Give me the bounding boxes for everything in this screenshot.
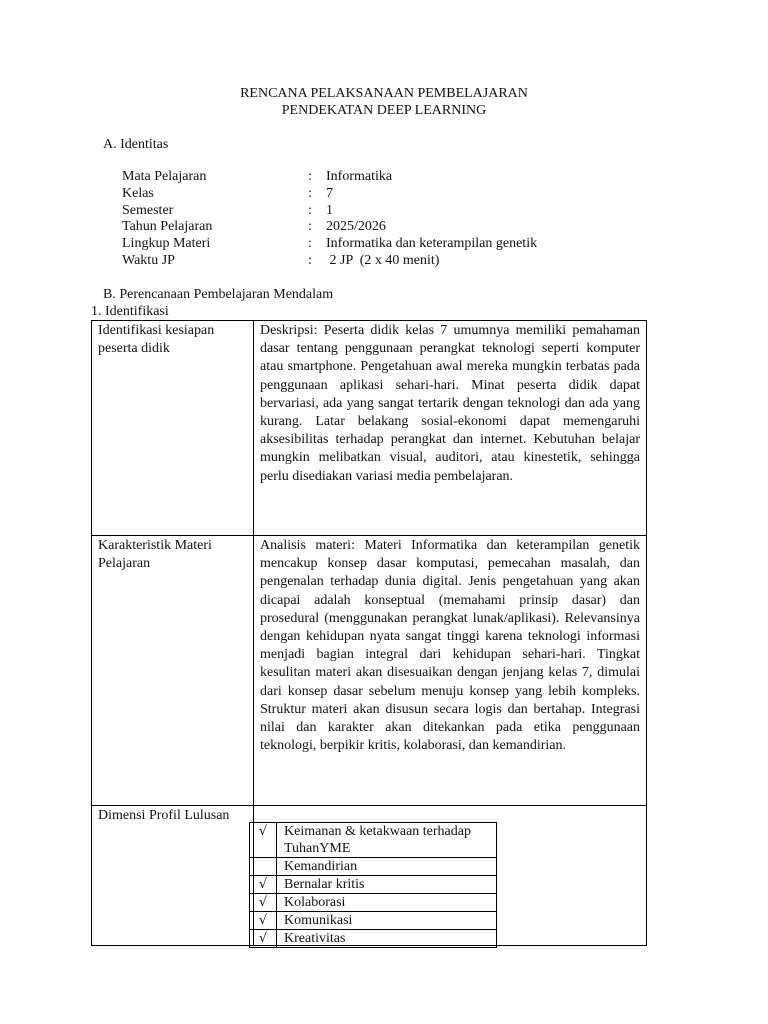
profile-row bbox=[250, 876, 497, 894]
identity-colon: : bbox=[308, 236, 312, 252]
profile-dimension: Kreativitas bbox=[277, 930, 497, 948]
identity-row-class bbox=[122, 186, 537, 203]
profile-dimension: Bernalar kritis bbox=[277, 876, 497, 894]
table-row bbox=[92, 321, 647, 536]
profile-dimension: Keimanan & ketakwaan terhadap TuhanYME bbox=[277, 823, 497, 858]
check-mark-icon: √ bbox=[250, 823, 277, 858]
check-mark-icon: √ bbox=[250, 912, 277, 930]
identity-colon: : bbox=[308, 169, 312, 184]
identification-heading: 1. Identifikasi bbox=[91, 304, 169, 319]
profile-dimension: Komunikasi bbox=[277, 912, 497, 930]
profile-row bbox=[250, 894, 497, 912]
profile-row bbox=[250, 912, 497, 930]
identity-value: 7 bbox=[326, 185, 333, 201]
profile-row bbox=[250, 930, 497, 948]
identity-value: Informatika bbox=[326, 169, 393, 184]
document-title-line1: RENCANA PELAKSANAAN PEMBELAJARAN bbox=[240, 86, 528, 101]
row-label: Dimensi Profil Lulusan bbox=[92, 806, 254, 946]
check-mark-icon: √ bbox=[250, 930, 277, 948]
profile-dimension: Kemandirian bbox=[277, 858, 497, 876]
graduate-profile-table bbox=[249, 822, 497, 948]
row-content: Deskripsi: Peserta didik kelas 7 umumnya memiliki pemahaman dasar tentang penggunaan perangkat teknologi seperti komputer atau smartphone. Pengetahuan awal mereka mungkin terbatas pada penggunaan aplikasi sehari-hari. Minat peserta didik dapat bervariasi, ada yang sangat tertarik dengan teknologi dan ada yang kurang. Latar belakang sosial-ekonomi dapat memengaruhi aksesibilitas terhadap perangkat dan internet. Kebutuhan belajar mungkin melibatkan visual, auditori, atau kinestetik, sehingga perlu disediakan variasi media pembelajaran. bbox=[254, 321, 647, 536]
identity-label: Tahun Pelajaran bbox=[122, 219, 213, 235]
profile-row bbox=[250, 858, 497, 876]
check-mark-icon: √ bbox=[250, 894, 277, 912]
identity-colon: : bbox=[308, 202, 312, 218]
identity-value: 2025/2026 bbox=[326, 219, 386, 235]
identity-label: Mata Pelajaran bbox=[122, 169, 207, 184]
profile-row bbox=[250, 823, 497, 858]
identity-row-year bbox=[122, 219, 537, 236]
table-row bbox=[92, 536, 647, 806]
identity-label: Lingkup Materi bbox=[122, 236, 211, 252]
identity-row-semester bbox=[122, 203, 537, 220]
identity-label: Kelas bbox=[122, 185, 154, 201]
identity-colon: : bbox=[308, 185, 312, 201]
identity-label: Waktu JP bbox=[122, 252, 175, 268]
row-label: Identifikasi kesiapan peserta didik bbox=[92, 321, 254, 536]
identity-row-scope bbox=[122, 236, 537, 253]
section-b-heading: B. Perencanaan Pembelajaran Mendalam bbox=[103, 287, 334, 302]
identity-value: Informatika dan keterampilan genetik bbox=[326, 236, 538, 252]
identity-label: Semester bbox=[122, 202, 174, 218]
identity-colon: : bbox=[308, 252, 312, 268]
identity-table bbox=[122, 169, 537, 270]
section-a-heading: A. Identitas bbox=[103, 137, 169, 152]
identity-row-time bbox=[122, 253, 537, 270]
profile-dimension: Kolaborasi bbox=[277, 894, 497, 912]
row-content: Analisis materi: Materi Informatika dan keterampilan genetik mencakup konsep dasar komputasi, pemecahan masalah, dan pengenalan terhadap dunia digital. Jenis pengetahuan yang akan dicapai adalah konseptual (memahami prinsip dasar) dan prosedural (menggunakan perangkat lunak/aplikasi). Relevansinya dengan kehidupan nyata sangat tinggi karena teknologi informasi menjadi bagian integral dari kehidupan sehari-hari. Tingkat kesulitan materi akan disesuaikan dengan jenjang kelas 7, dimulai dari konsep dasar sebelum menuju konsep yang lebih kompleks. Struktur materi akan disusun secara logis dan bertahap. Integrasi nilai dan karakter akan ditekankan pada etika penggunaan teknologi, berpikir kritis, kolaborasi, dan kemandirian. bbox=[254, 536, 647, 806]
identity-value: 2 JP (2 x 40 menit) bbox=[326, 252, 440, 268]
check-mark-icon bbox=[250, 858, 277, 876]
identity-row-subject bbox=[122, 169, 537, 186]
document-title-line2: PENDEKATAN DEEP LEARNING bbox=[281, 103, 487, 118]
identity-value: 1 bbox=[326, 202, 333, 218]
row-label: Karakteristik Materi Pelajaran bbox=[92, 536, 254, 806]
identity-colon: : bbox=[308, 219, 312, 235]
check-mark-icon: √ bbox=[250, 876, 277, 894]
